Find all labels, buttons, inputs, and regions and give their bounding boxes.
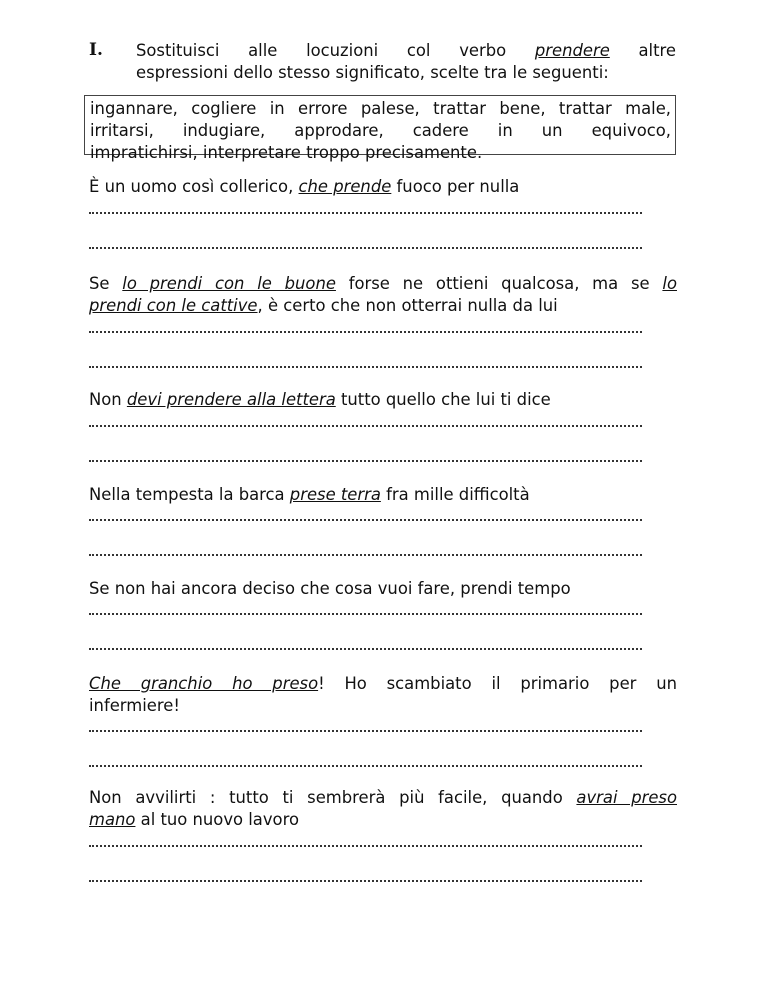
exercise-instruction [136, 40, 676, 84]
sentence-text: Se [89, 274, 123, 293]
word-bank-line-3: impratichirsi, interpretare troppo precisamente. [90, 143, 483, 162]
instruction-verb: prendere [534, 41, 610, 60]
exercise-number: I. [89, 40, 103, 60]
sentence-text: , è certo che non otterrai nulla da lui [257, 296, 558, 315]
answer-line[interactable] [89, 728, 642, 732]
sentence-line [89, 673, 677, 695]
sentence-text: È un uomo così collerico, [89, 177, 299, 196]
answer-line[interactable] [89, 646, 642, 650]
instruction-text: Sostituisci alle locuzioni col verbo [136, 41, 535, 60]
instruction-text: altre [609, 41, 676, 60]
target-phrase: che prende [298, 177, 392, 196]
instruction-line-1 [136, 40, 676, 62]
sentence-5: Se non hai ancora deciso che cosa vuoi fare, prendi tempo [89, 579, 571, 598]
sentence-text: Non [89, 390, 127, 409]
answer-line[interactable] [89, 458, 642, 462]
sentence-4 [89, 484, 677, 506]
target-phrase: avrai preso [576, 788, 677, 807]
target-phrase: prese terra [289, 485, 381, 504]
answer-line[interactable] [89, 611, 642, 615]
word-bank-box [84, 95, 676, 162]
target-phrase: mano [89, 810, 136, 829]
sentence-2 [89, 273, 677, 317]
sentence-line: infermiere! [89, 696, 180, 715]
answer-line[interactable] [89, 364, 642, 368]
answer-line[interactable] [89, 843, 642, 847]
answer-line[interactable] [89, 878, 642, 882]
instruction-line-2: espressioni dello stesso significato, scelte tra le seguenti: [136, 63, 609, 82]
answer-line[interactable] [89, 245, 642, 249]
sentence-text: forse ne ottieni qualcosa, ma se [335, 274, 663, 293]
sentence-text: fuoco per nulla [391, 177, 520, 196]
sentence-text: al tuo nuovo lavoro [135, 810, 299, 829]
sentence-text: fra mille difficoltà [380, 485, 530, 504]
sentence-3 [89, 389, 677, 411]
sentence-1 [89, 176, 677, 198]
sentence-line [89, 809, 677, 831]
answer-line[interactable] [89, 552, 642, 556]
sentence-7 [89, 787, 677, 831]
target-phrase: Che granchio ho preso [89, 674, 319, 693]
target-phrase: prendi con le cattive [89, 296, 258, 315]
sentence-line [89, 787, 677, 809]
target-phrase: devi prendere alla lettera [126, 390, 336, 409]
answer-line[interactable] [89, 517, 642, 521]
sentence-text: tutto quello che lui ti dice [335, 390, 551, 409]
answer-line[interactable] [89, 329, 642, 333]
sentence-line [89, 295, 677, 317]
sentence-line [89, 273, 677, 295]
word-bank-line-2: irritarsi, indugiare, approdare, cadere in un equivoco, [90, 121, 671, 140]
sentence-text: ! Ho scambiato il primario per un [318, 674, 677, 693]
target-phrase: lo prendi con le buone [122, 274, 336, 293]
sentence-text: Non avvilirti : tutto ti sembrerà più facile, quando [89, 788, 577, 807]
word-bank-line-1: ingannare, cogliere in errore palese, trattar bene, trattar male, [90, 99, 671, 118]
sentence-6 [89, 673, 677, 717]
answer-line[interactable] [89, 210, 642, 214]
sentence-text: Nella tempesta la barca [89, 485, 290, 504]
target-phrase: lo [662, 274, 677, 293]
answer-line[interactable] [89, 763, 642, 767]
answer-line[interactable] [89, 423, 642, 427]
